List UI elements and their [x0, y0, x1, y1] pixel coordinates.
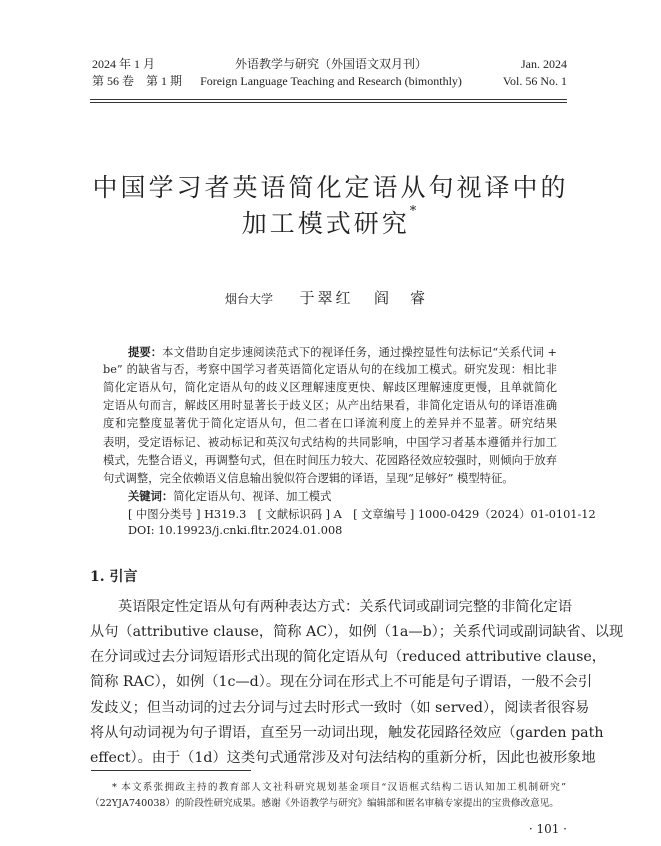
header-rule-thick	[90, 102, 567, 103]
keywords	[128, 488, 331, 504]
abstract-line: 简化定语从句，简化定语从句的歧义区理解速度更快、解歧区理解速度更慢，且单就简化	[103, 381, 557, 394]
body-line: 将从句动词视为句子谓语，直至另一动词出现，触发花园路径效应（garden path	[90, 725, 604, 741]
journal-name-cn: 外语教学与研究（外国语文双月刊）	[234, 57, 427, 71]
body-line: 发歧义；但当动词的过去分词与过去时形式一致时（如 served），阅读者很容易	[90, 700, 590, 716]
body-line: 简称 RAC），如例（1c—d）。现在分词在形式上不可能是句子谓语，一般不会引	[90, 674, 593, 690]
authors	[0, 287, 661, 308]
header-date-issue-en	[503, 56, 567, 90]
article-title-line-1: 中国学习者英语简化定语从句视译中的	[92, 173, 569, 202]
author-name: 于翠红	[299, 289, 354, 307]
author-name: 阎 睿	[373, 289, 428, 307]
abstract-line: 句式调整，完全依赖语义信息输出貌似符合逻辑的译语，呈现“足够好” 模型特征。	[103, 472, 514, 485]
section-heading: 1. 引言	[90, 569, 138, 585]
header-journal	[190, 56, 472, 90]
header-volume: 第 56 卷 第 1 期	[92, 74, 183, 88]
header-date: 2024 年 1 月	[92, 57, 156, 71]
body-line: 从句（attributive clause，简称 AC），如例（1a—b）；关系代词或副词缺省、以现	[90, 624, 624, 640]
footnote-line: （22YJA740038）的阶段性研究成果。感谢《外语教学与研究》编辑部和匿名审稿专家提出的宝贵修改意见。	[90, 798, 559, 809]
abstract-text: 本文借助自定步速阅读范式下的视译任务，通过操控显性句法标记“关系代词 +	[162, 346, 557, 359]
header-rule	[90, 99, 567, 100]
journal-name-en: Foreign Language Teaching and Research (bimonthly)	[200, 74, 462, 88]
keywords-label: 关键词：	[128, 489, 174, 503]
abstract-line: 模式，先整合语义，再调整句式，但在时间压力较大、花园路径效应较强时，则倾向于放弃	[103, 454, 557, 467]
footnote-rule	[91, 770, 251, 771]
classification-codes: [ 中图分类号 ] H319.3 [ 文献标识码 ] A [ 文章编号 ] 1000-0429（2024）01-0101-12	[128, 508, 596, 521]
abstract-line: 度和完整度显著优于简化定语从句，但二者在口译流利度上的差异并不显著。研究结果	[103, 417, 557, 430]
abstract-line: be” 的缺省与否，考察中国学习者英语简化定语从句的在线加工模式。研究发现：相比非	[103, 363, 557, 376]
article-title-line-2	[0, 204, 661, 240]
abstract-line: 表明，受定语标记、被动标记和英汉句式结构的共同影响，中国学习者基本遵循并行加工	[103, 436, 557, 449]
footnote-line: * 本文系张拥政主持的教育部人文社科研究规划基金项目“汉语框式结构二语认知加工机制研究”	[112, 782, 566, 793]
keywords-text: 简化定语从句、视译、加工模式	[173, 490, 332, 503]
title-text: 加工模式研究	[241, 209, 410, 238]
header-volume-en: Vol. 56 No. 1	[502, 74, 567, 88]
header-date-en: Jan. 2024	[521, 57, 567, 71]
header-date-issue	[92, 56, 182, 90]
doi: DOI: 10.19923/j.cnki.fltr.2024.01.008	[128, 524, 343, 537]
affiliation: 烟台大学	[225, 292, 274, 306]
body-line: 英语限定性定语从句有两种表达方式：关系代词或副词完整的非简化定语	[118, 599, 573, 615]
title-footnote-mark: *	[409, 204, 420, 219]
body-line: 在分词或过去分词短语形式出现的简化定语从句（reduced attributive clause，	[90, 649, 606, 665]
abstract-line: 定语从句而言，解歧区用时显著长于歧义区；从产出结果看，非简化定语从句的译语准确	[103, 399, 557, 412]
body-line: effect）。由于（1d）这类句式通常涉及对句法结构的重新分析，因此也被形象地	[90, 750, 596, 766]
abstract-line	[128, 343, 557, 362]
abstract-label: 提要：	[128, 345, 163, 359]
page-number: · 101 ·	[528, 822, 567, 836]
